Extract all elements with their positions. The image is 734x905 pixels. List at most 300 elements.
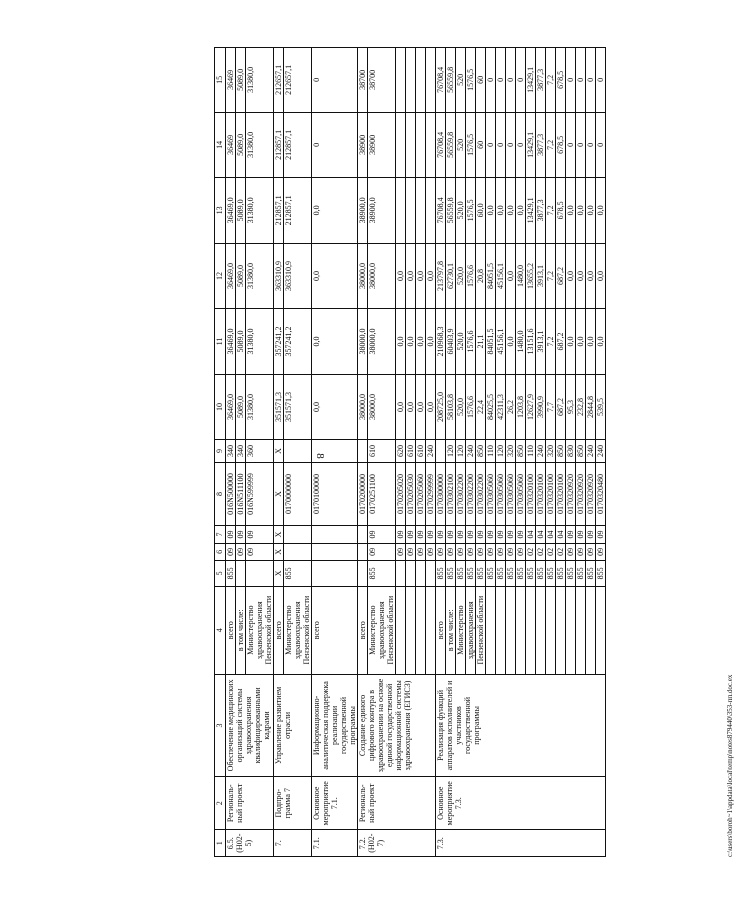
item-name-cell: Обеспечение медицинских организаций системы здравоохранения квалифицированными кадрами — [226, 674, 274, 776]
value-cell: 210968,3 — [436, 309, 446, 375]
value-cell: 31380,0 — [246, 48, 274, 113]
value-cell: 09 — [236, 526, 246, 543]
column-number: 9 — [215, 440, 226, 463]
value-cell: 855 — [476, 561, 486, 587]
value-cell: 240 — [536, 440, 546, 463]
value-cell: 0,0 — [426, 309, 436, 375]
value-cell: 0,0 — [426, 243, 436, 309]
value-cell: 09 — [566, 526, 576, 543]
value-cell: 855 — [486, 561, 496, 587]
executor-cell: Министерство здравоохранения Пензенской области — [284, 586, 312, 674]
column-number: 2 — [215, 777, 226, 830]
value-cell: 855 — [496, 561, 506, 587]
value-cell: 0 — [486, 112, 496, 178]
value-cell: 855 — [596, 561, 606, 587]
value-cell: 0170205030 — [406, 462, 416, 525]
column-number: 11 — [215, 309, 226, 375]
value-cell: 0 — [506, 112, 516, 178]
value-cell: 38700 — [368, 48, 396, 113]
value-cell: 0170100000 — [312, 462, 358, 525]
value-cell: 0 — [516, 48, 526, 113]
value-cell: 0,0 — [506, 309, 516, 375]
value-cell: 0170302200 — [466, 462, 476, 525]
item-number-cell: 6.5. (Н02- 5) — [226, 830, 274, 857]
value-cell: 38000,0 — [368, 309, 396, 375]
value-cell: 13655,2 — [526, 243, 536, 309]
value-cell: 7,2 — [546, 178, 556, 244]
value-cell: 0 — [576, 112, 586, 178]
status-cell: Региональ- ный проект — [358, 777, 436, 830]
value-cell: 0,0 — [312, 178, 358, 244]
value-cell — [358, 526, 368, 543]
value-cell: 855 — [546, 561, 556, 587]
executor-cell — [506, 586, 516, 674]
value-cell — [426, 561, 436, 587]
executor-cell — [566, 586, 576, 674]
value-cell: 5089,0 — [236, 243, 246, 309]
value-cell: 76708,4 — [436, 48, 446, 113]
value-cell: 520,0 — [456, 243, 466, 309]
value-cell: 0170205060 — [416, 462, 426, 525]
value-cell: 09 — [426, 526, 436, 543]
column-number: 8 — [215, 462, 226, 525]
value-cell: 04 — [546, 526, 556, 543]
value-cell: 09 — [416, 543, 426, 560]
value-cell: 0,0 — [406, 243, 416, 309]
value-cell: 60,0 — [476, 178, 486, 244]
executor-cell — [536, 586, 546, 674]
value-cell: 0 — [312, 112, 358, 178]
table-row — [436, 48, 446, 857]
value-cell: 232,8 — [576, 374, 586, 440]
table-row — [226, 48, 236, 857]
value-cell: 42311,3 — [496, 374, 506, 440]
executor-cell — [426, 586, 436, 674]
value-cell: 0,0 — [596, 243, 606, 309]
value-cell: 687,2 — [556, 243, 566, 309]
item-number-cell: 7. — [274, 830, 312, 857]
value-cell: 60403,9 — [446, 309, 456, 375]
value-cell: 38900 — [358, 112, 368, 178]
value-cell: 0 — [506, 48, 516, 113]
value-cell: 38000,0 — [368, 374, 396, 440]
value-cell — [416, 178, 426, 244]
value-cell: 09 — [506, 543, 516, 560]
value-cell: 0,0 — [576, 178, 586, 244]
value-cell: 678,5 — [556, 48, 566, 113]
value-cell: 0170320100 — [526, 462, 536, 525]
value-cell: 0,0 — [596, 178, 606, 244]
value-cell: 855 — [536, 561, 546, 587]
value-cell: 0 — [586, 48, 596, 113]
value-cell — [416, 112, 426, 178]
value-cell: 38000,0 — [358, 309, 368, 375]
value-cell: 1576,6 — [466, 374, 476, 440]
value-cell: 520 — [456, 112, 466, 178]
value-cell: 36469 — [226, 48, 236, 113]
value-cell: 09 — [446, 526, 456, 543]
value-cell: 357241,2 — [274, 309, 284, 375]
value-cell: 520 — [456, 48, 466, 113]
value-cell: 09 — [486, 543, 496, 560]
value-cell: 0,0 — [312, 243, 358, 309]
value-cell: 855 — [436, 561, 446, 587]
value-cell: 850 — [576, 440, 586, 463]
value-cell: 38000,0 — [358, 243, 368, 309]
value-cell — [312, 526, 358, 543]
value-cell: 0170205020 — [396, 462, 406, 525]
value-cell: 678,5 — [556, 112, 566, 178]
value-cell: 610 — [416, 440, 426, 463]
value-cell: 0,0 — [566, 309, 576, 375]
value-cell — [312, 440, 358, 463]
value-cell: 678,5 — [556, 178, 566, 244]
value-cell: 520,0 — [456, 178, 466, 244]
value-cell: 31380,0 — [246, 309, 274, 375]
value-cell: 09 — [416, 526, 426, 543]
value-cell: 04 — [526, 526, 536, 543]
value-cell: 850 — [516, 440, 526, 463]
value-cell: X — [274, 526, 284, 543]
executor-cell — [406, 586, 416, 674]
value-cell: 31380,0 — [246, 112, 274, 178]
value-cell: 208725,0 — [436, 374, 446, 440]
item-number-cell: 7.2. (Н02- 7) — [358, 830, 436, 857]
value-cell — [236, 561, 246, 587]
value-cell: 0,0 — [586, 178, 596, 244]
value-cell: 110 — [526, 440, 536, 463]
executor-cell: всего — [312, 586, 358, 674]
value-cell: 5089,0 — [236, 112, 246, 178]
value-cell: 016N500000 — [226, 462, 236, 525]
value-cell: 855 — [466, 561, 476, 587]
value-cell: 212657,1 — [274, 48, 284, 113]
executor-cell: Пензенской области — [476, 586, 486, 674]
column-number: 14 — [215, 112, 226, 178]
value-cell: 09 — [406, 543, 416, 560]
column-number: 15 — [215, 48, 226, 113]
value-cell: 04 — [556, 526, 566, 543]
value-cell: 09 — [426, 543, 436, 560]
value-cell — [406, 48, 416, 113]
value-cell: 0 — [566, 48, 576, 113]
value-cell: 855 — [576, 561, 586, 587]
value-cell: 09 — [456, 526, 466, 543]
value-cell: 213797,8 — [436, 243, 446, 309]
value-cell: 36469,0 — [226, 178, 236, 244]
value-cell: 0,0 — [396, 309, 406, 375]
value-cell: 351571,3 — [284, 374, 312, 440]
value-cell: 04 — [536, 526, 546, 543]
value-cell: 855 — [586, 561, 596, 587]
value-cell: 38000,0 — [368, 243, 396, 309]
value-cell: 09 — [406, 526, 416, 543]
value-cell: 0 — [596, 48, 606, 113]
value-cell: 212857,1 — [284, 178, 312, 244]
executor-cell — [586, 586, 596, 674]
executor-cell: всего — [358, 586, 368, 674]
budget-table — [214, 47, 606, 857]
value-cell — [436, 440, 446, 463]
value-cell: 610 — [368, 440, 396, 463]
value-cell: 0,0 — [406, 309, 416, 375]
value-cell: 20,8 — [476, 243, 486, 309]
value-cell: 1576,6 — [466, 309, 476, 375]
value-cell: 0,0 — [586, 309, 596, 375]
value-cell: 5089,0 — [236, 178, 246, 244]
value-cell: 09 — [466, 526, 476, 543]
value-cell: 09 — [368, 543, 396, 560]
value-cell: 0170302100 — [446, 462, 456, 525]
value-cell: 363310,9 — [284, 243, 312, 309]
value-cell: 02 — [526, 543, 536, 560]
item-number-cell: 7.1. — [312, 830, 358, 857]
value-cell: 3877,3 — [536, 112, 546, 178]
value-cell — [358, 543, 368, 560]
executor-cell: здравоохранения — [466, 586, 476, 674]
file-path-footer: c:\users\boroh~1\appdata\local\temp\notes879440\353-пп.doc.ex — [726, 674, 734, 857]
value-cell: 539,5 — [596, 374, 606, 440]
value-cell: 0,0 — [312, 374, 358, 440]
value-cell: 0,0 — [416, 309, 426, 375]
item-name-cell: Информационно-аналитическая поддержка реализации государственной программы — [312, 674, 358, 776]
value-cell: 0,0 — [506, 243, 516, 309]
value-cell: 0170320100 — [536, 462, 546, 525]
value-cell: 5089,0 — [236, 48, 246, 113]
value-cell: 09 — [516, 543, 526, 560]
value-cell: 09 — [456, 543, 466, 560]
value-cell: 687,2 — [556, 374, 566, 440]
value-cell: 0 — [576, 48, 586, 113]
value-cell: 7,2 — [546, 112, 556, 178]
value-cell: 110 — [486, 440, 496, 463]
value-cell: 016N599999 — [246, 462, 274, 525]
value-cell: 38900 — [368, 112, 396, 178]
value-cell: 0,0 — [496, 178, 506, 244]
value-cell: 36469,0 — [226, 243, 236, 309]
value-cell: 240 — [586, 440, 596, 463]
value-cell: 3877,3 — [536, 48, 546, 113]
value-cell: 7,2 — [546, 48, 556, 113]
table-row — [358, 48, 368, 857]
value-cell: 7,2 — [546, 243, 556, 309]
value-cell: 45156,1 — [496, 309, 506, 375]
value-cell: 0170000000 — [284, 462, 312, 525]
value-cell: 5089,0 — [236, 309, 246, 375]
value-cell: 02 — [556, 543, 566, 560]
value-cell: 363310,9 — [274, 243, 284, 309]
value-cell: 45156,1 — [496, 243, 506, 309]
value-cell: 0,0 — [426, 374, 436, 440]
value-cell: 0,0 — [576, 309, 586, 375]
value-cell: 0 — [596, 112, 606, 178]
executor-cell: в том числе: — [236, 586, 246, 674]
value-cell — [358, 440, 368, 463]
value-cell: 02 — [536, 543, 546, 560]
value-cell: 212657,1 — [284, 48, 312, 113]
column-number: 7 — [215, 526, 226, 543]
value-cell: 212857,1 — [274, 178, 284, 244]
value-cell: 0 — [516, 112, 526, 178]
value-cell: 855 — [226, 561, 236, 587]
executor-cell — [416, 586, 426, 674]
value-cell — [416, 561, 426, 587]
value-cell: 13429,1 — [526, 112, 536, 178]
status-cell: Основное мероприятие 7.1. — [312, 777, 358, 830]
item-number-cell: 7.3. — [436, 830, 606, 857]
executor-cell: всего — [436, 586, 446, 674]
value-cell: 0,0 — [416, 374, 426, 440]
value-cell: 855 — [506, 561, 516, 587]
status-cell: Подпро- грамма 7 — [274, 777, 312, 830]
table-row — [312, 48, 358, 857]
value-cell: 09 — [396, 543, 406, 560]
value-cell: 360 — [246, 440, 274, 463]
value-cell: 36469,0 — [226, 309, 236, 375]
value-cell: 0 — [496, 112, 506, 178]
value-cell — [406, 112, 416, 178]
value-cell: 60 — [476, 48, 486, 113]
value-cell: 09 — [476, 543, 486, 560]
value-cell — [312, 561, 358, 587]
value-cell: 0170302200 — [456, 462, 466, 525]
value-cell: 0170305060 — [506, 462, 516, 525]
value-cell: 09 — [486, 526, 496, 543]
value-cell: 0 — [486, 48, 496, 113]
value-cell: 09 — [576, 526, 586, 543]
value-cell: 3990,9 — [536, 374, 546, 440]
value-cell: 1576,5 — [466, 178, 476, 244]
value-cell: 0,0 — [566, 178, 576, 244]
value-cell — [396, 112, 406, 178]
value-cell: 09 — [246, 543, 274, 560]
value-cell: 62730,1 — [446, 243, 456, 309]
value-cell: 0170305060 — [516, 462, 526, 525]
value-cell: 56559,8 — [446, 48, 456, 113]
value-cell: 09 — [496, 526, 506, 543]
value-cell: 240 — [596, 440, 606, 463]
value-cell: 0170299999 — [426, 462, 436, 525]
value-cell: 520,0 — [456, 374, 466, 440]
value-cell: 0170251100 — [368, 462, 396, 525]
value-cell: 1576,5 — [466, 48, 476, 113]
value-cell: 09 — [596, 543, 606, 560]
value-cell: 09 — [496, 543, 506, 560]
value-cell — [396, 48, 406, 113]
value-cell: 212857,1 — [284, 112, 312, 178]
value-cell: 0170320480 — [596, 462, 606, 525]
value-cell: 60 — [476, 112, 486, 178]
value-cell: 09 — [596, 526, 606, 543]
value-cell: 120 — [456, 440, 466, 463]
value-cell — [358, 561, 368, 587]
value-cell: 850 — [556, 440, 566, 463]
value-cell — [396, 178, 406, 244]
value-cell: X — [274, 543, 284, 560]
value-cell: 7,7 — [546, 374, 556, 440]
value-cell: 09 — [466, 543, 476, 560]
item-name-cell: Создание единого цифрового контура в здравоохранении на основе единой государственной информационной системы здравоохранения (ЕГИСЗ) — [358, 674, 436, 776]
value-cell: 38000,0 — [358, 374, 368, 440]
value-cell: 09 — [226, 526, 236, 543]
value-cell — [284, 543, 312, 560]
value-cell: 1480,0 — [516, 243, 526, 309]
value-cell: 09 — [506, 526, 516, 543]
value-cell — [426, 112, 436, 178]
value-cell: 0170305060 — [496, 462, 506, 525]
value-cell: 855 — [526, 561, 536, 587]
value-cell: 855 — [556, 561, 566, 587]
executor-cell: Министерство здравоохранения Пензенской области — [368, 586, 396, 674]
value-cell: 855 — [446, 561, 456, 587]
value-cell: 56559,8 — [446, 178, 456, 244]
executor-cell — [396, 586, 406, 674]
value-cell — [396, 561, 406, 587]
column-number: 4 — [215, 586, 226, 674]
value-cell: 58103,8 — [446, 374, 456, 440]
value-cell: 76708,4 — [436, 178, 446, 244]
value-cell: 0,0 — [596, 309, 606, 375]
value-cell: 340 — [226, 440, 236, 463]
value-cell: 520,0 — [456, 309, 466, 375]
value-cell: 0170320100 — [546, 462, 556, 525]
value-cell: 0170320920 — [576, 462, 586, 525]
value-cell: 0 — [586, 112, 596, 178]
value-cell: 0,0 — [576, 243, 586, 309]
value-cell: 09 — [446, 543, 456, 560]
value-cell: 320 — [506, 440, 516, 463]
executor-cell — [526, 586, 536, 674]
value-cell: 5089,0 — [236, 374, 246, 440]
value-cell: 1480,0 — [516, 309, 526, 375]
value-cell: 7,2 — [546, 309, 556, 375]
value-cell: 0,0 — [586, 243, 596, 309]
value-cell: 31380,0 — [246, 243, 274, 309]
executor-cell: всего — [226, 586, 236, 674]
value-cell: 351571,3 — [274, 374, 284, 440]
executor-cell: в том числе: — [446, 586, 456, 674]
value-cell: 13429,1 — [526, 178, 536, 244]
value-cell: 016N511100 — [236, 462, 246, 525]
value-cell: 09 — [586, 526, 596, 543]
value-cell: 76708,4 — [436, 112, 446, 178]
status-cell: Основное мероприятие 7.3. — [436, 777, 606, 830]
value-cell: 610 — [406, 440, 416, 463]
value-cell — [426, 48, 436, 113]
value-cell: 0,0 — [406, 374, 416, 440]
value-cell: 0170305060 — [486, 462, 496, 525]
value-cell: 38900,0 — [368, 178, 396, 244]
value-cell — [406, 561, 416, 587]
value-cell — [416, 48, 426, 113]
value-cell: 09 — [516, 526, 526, 543]
value-cell: 240 — [466, 440, 476, 463]
table-row — [274, 48, 284, 857]
value-cell — [426, 178, 436, 244]
value-cell: 620 — [396, 440, 406, 463]
value-cell: 320 — [546, 440, 556, 463]
value-cell: 09 — [476, 526, 486, 543]
value-cell: 02 — [546, 543, 556, 560]
value-cell: 84051,5 — [486, 243, 496, 309]
value-cell: 95,3 — [566, 374, 576, 440]
value-cell: 13429,1 — [526, 48, 536, 113]
value-cell: 855 — [516, 561, 526, 587]
value-cell: 0,0 — [312, 309, 358, 375]
value-cell: 21,1 — [476, 309, 486, 375]
value-cell: 31380,0 — [246, 178, 274, 244]
value-cell: 09 — [576, 543, 586, 560]
